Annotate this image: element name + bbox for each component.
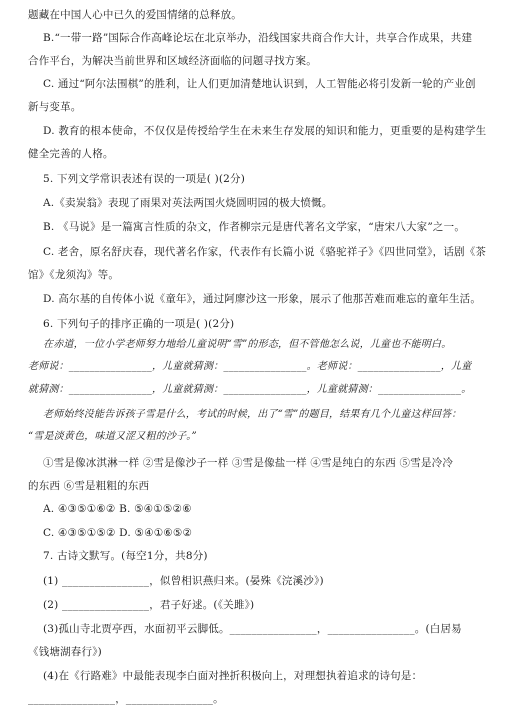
text-line-2: B.“一带一路”国际合作高峰论坛在北京举办，沿线国家共商合作大计，共享合作成果，共建 <box>43 32 473 44</box>
question-6-stem: 6. 下列句子的排序正确的一项是( )(2分) <box>43 318 235 330</box>
question-5-option-b: B. 《马说》是一篇寓言性质的杂文，作者柳宗元是唐代著名文学家，“唐宋八大家”之一。 <box>43 221 466 233</box>
question-7-item-2: (2) ________________，君子好逑。(《关雎》) <box>43 599 255 611</box>
text-line-1: 题藏在中国人心中已久的爱国情绪的总释放。 <box>28 9 242 21</box>
question-6-options-ab: A. ④③⑤①⑥② B. ⑤④①⑤②⑥ <box>43 503 192 515</box>
question-6-passage-3: 就猜测：________________，儿童就猜测：________________，儿童就猜测：________________。 <box>28 384 472 395</box>
question-6-passage-4: 老师始终没能告诉孩子雪是什么，考试的时候，出了“雪”的题目，结果有几个儿童这样回答： <box>43 409 462 420</box>
question-7-item-1: (1) ________________，似曾相识燕归来。(晏殊《浣溪沙》) <box>43 575 324 587</box>
question-6-sentences-1: ①雪是像冰淇淋一样 ②雪是像沙子一样 ③雪是像盐一样 ④雪是纯白的东西 ⑤雪是冷冷 <box>43 457 454 469</box>
question-7-item-4-blanks: ________________，________________。 <box>28 693 224 705</box>
question-6-passage-1: 在赤道，一位小学老师努力地给儿童说明“雪”的形态，但不管他怎么说，儿童也不能明白。 <box>43 339 452 350</box>
text-line-4: C. 通过“阿尔法围棋”的胜利，让人们更加清楚地认识到，人工智能必将引发新一轮的产业创 <box>43 78 476 90</box>
text-line-5: 新与变革。 <box>28 101 82 113</box>
question-7-item-3: (3)孤山寺北贾亭西，水面初平云脚低。________________，________________。(白居易 <box>43 623 462 635</box>
text-line-3: 合作平台，为解决当前世界和区域经济面临的问题寻找方案。 <box>28 55 317 67</box>
question-6-passage-5: “雪是淡黄色，味道又涩又粗的沙子。” <box>28 431 197 442</box>
question-6-sentences-2: 的东西 ⑥雪是粗粗的东西 <box>28 480 150 492</box>
text-line-7: 健全完善的人格。 <box>28 148 114 160</box>
question-6-options-cd: C. ④③⑤①⑤② D. ⑤④①⑥⑤② <box>43 527 193 539</box>
text-line-6: D. 教育的根本使命，不仅仅是传授给学生在未来生存发展的知识和能力，更重要的是构建学生 <box>43 125 487 137</box>
question-7-item-4: (4)在《行路难》中最能表现李白面对挫折积极向上，对理想执着追求的诗句是： <box>43 670 423 682</box>
question-5-option-d: D. 高尔基的自传体小说《童年》，通过阿廖沙这一形象，展示了他那苦难而难忘的童年生活。 <box>43 293 482 305</box>
question-5-option-a: A.《卖炭翁》表现了雨果对英法两国火烧圆明园的极大愤慨。 <box>43 197 333 209</box>
question-7-stem: 7. 古诗文默写。(每空1分，共8分) <box>43 550 208 562</box>
question-5-stem: 5. 下列文学常识表述有误的一项是( )(2分) <box>43 173 246 185</box>
question-7-item-3-cont: 《钱塘湖春行》) <box>28 646 102 658</box>
question-5-option-c-cont: 馆》《龙须沟》等。 <box>28 269 120 281</box>
question-6-passage-2: 老师说：________________，儿童就猜测：________________。老师说：________________，儿童 <box>28 361 472 372</box>
question-5-option-c: C. 老舍，原名舒庆春，现代著名作家，代表作有长篇小说《骆驼祥子》《四世同堂》，话剧《茶 <box>43 246 487 258</box>
